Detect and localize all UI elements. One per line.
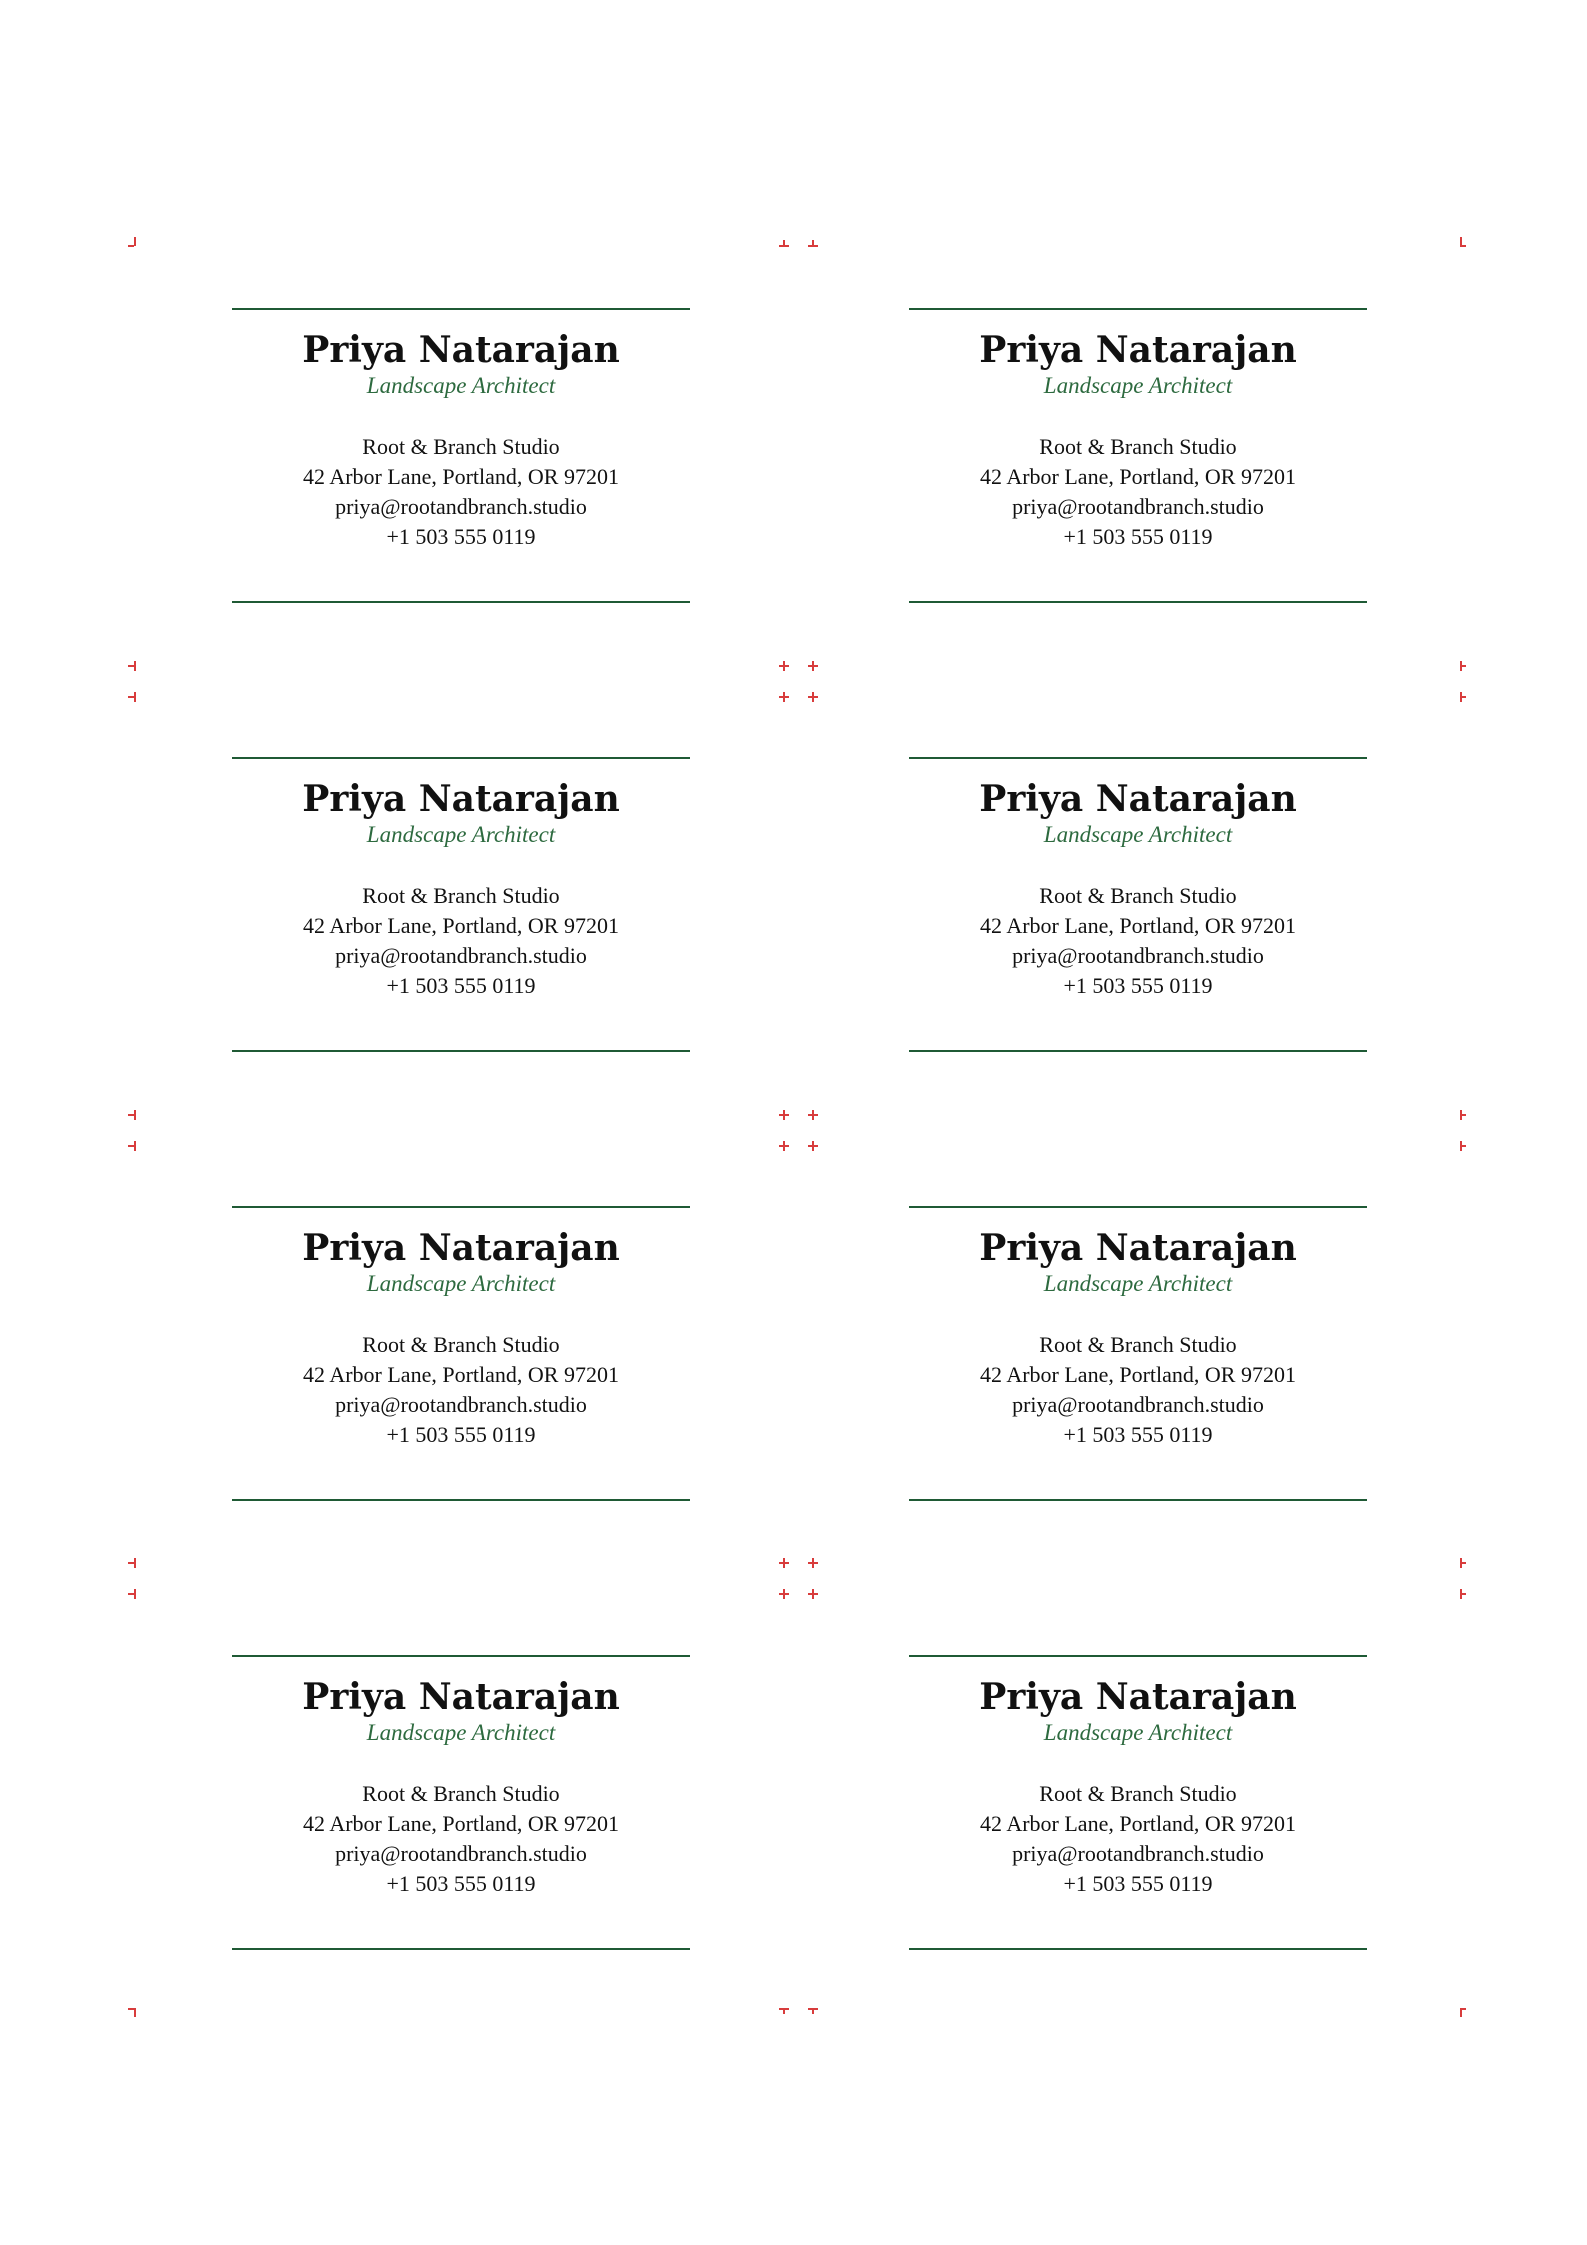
crop-mark bbox=[808, 237, 818, 247]
crop-mark bbox=[808, 692, 818, 702]
card-email: priya@rootandbranch.studio bbox=[335, 494, 587, 519]
card-address: 42 Arbor Lane, Portland, OR 97201 bbox=[980, 1362, 1296, 1387]
crop-mark bbox=[779, 2007, 789, 2017]
card-phone: +1 503 555 0119 bbox=[386, 1422, 536, 1447]
crop-mark bbox=[1456, 661, 1466, 671]
card-name: Priya Natarajan bbox=[302, 329, 620, 371]
card-company: Root & Branch Studio bbox=[362, 1781, 560, 1806]
card-email: priya@rootandbranch.studio bbox=[1012, 494, 1264, 519]
card-phone: +1 503 555 0119 bbox=[1063, 524, 1213, 549]
card-email: priya@rootandbranch.studio bbox=[335, 1392, 587, 1417]
card-title: Landscape Architect bbox=[1043, 1720, 1233, 1745]
crop-mark bbox=[779, 237, 789, 247]
crop-mark bbox=[779, 692, 789, 702]
card-name: Priya Natarajan bbox=[979, 778, 1297, 820]
card-company: Root & Branch Studio bbox=[362, 1332, 560, 1357]
card-title: Landscape Architect bbox=[1043, 822, 1233, 847]
card-details bbox=[232, 432, 690, 552]
card-title: Landscape Architect bbox=[366, 1271, 556, 1296]
crop-mark bbox=[128, 1589, 138, 1599]
crop-mark bbox=[1456, 1558, 1466, 1568]
crop-mark bbox=[779, 661, 789, 671]
card-email: priya@rootandbranch.studio bbox=[1012, 943, 1264, 968]
card-company: Root & Branch Studio bbox=[362, 434, 560, 459]
crop-mark bbox=[808, 661, 818, 671]
business-card bbox=[232, 757, 690, 1052]
card-name: Priya Natarajan bbox=[979, 1227, 1297, 1269]
card-name: Priya Natarajan bbox=[979, 329, 1297, 371]
card-details bbox=[909, 881, 1367, 1001]
crop-mark bbox=[808, 1110, 818, 1120]
crop-mark bbox=[808, 1141, 818, 1151]
crop-mark bbox=[128, 1141, 138, 1151]
card-details bbox=[909, 1330, 1367, 1450]
card-phone: +1 503 555 0119 bbox=[1063, 1871, 1213, 1896]
crop-mark bbox=[1456, 1141, 1466, 1151]
crop-mark bbox=[1456, 1589, 1466, 1599]
crop-mark bbox=[808, 1589, 818, 1599]
card-title: Landscape Architect bbox=[366, 373, 556, 398]
card-details bbox=[232, 1779, 690, 1899]
card-name: Priya Natarajan bbox=[302, 778, 620, 820]
card-address: 42 Arbor Lane, Portland, OR 97201 bbox=[980, 464, 1296, 489]
card-details bbox=[909, 1779, 1367, 1899]
crop-mark bbox=[128, 237, 138, 247]
card-title: Landscape Architect bbox=[366, 822, 556, 847]
card-email: priya@rootandbranch.studio bbox=[1012, 1841, 1264, 1866]
card-details bbox=[232, 881, 690, 1001]
business-card bbox=[232, 308, 690, 603]
crop-mark bbox=[128, 1558, 138, 1568]
card-phone: +1 503 555 0119 bbox=[386, 524, 536, 549]
card-company: Root & Branch Studio bbox=[1039, 883, 1237, 908]
card-name: Priya Natarajan bbox=[979, 1676, 1297, 1718]
crop-mark bbox=[128, 2007, 138, 2017]
card-title: Landscape Architect bbox=[1043, 1271, 1233, 1296]
business-card bbox=[232, 1655, 690, 1950]
card-details bbox=[909, 432, 1367, 552]
card-phone: +1 503 555 0119 bbox=[1063, 1422, 1213, 1447]
crop-mark bbox=[1456, 692, 1466, 702]
card-phone: +1 503 555 0119 bbox=[386, 1871, 536, 1896]
card-company: Root & Branch Studio bbox=[362, 883, 560, 908]
crop-mark bbox=[1456, 2007, 1466, 2017]
crop-mark bbox=[128, 661, 138, 671]
card-company: Root & Branch Studio bbox=[1039, 434, 1237, 459]
card-email: priya@rootandbranch.studio bbox=[335, 1841, 587, 1866]
card-address: 42 Arbor Lane, Portland, OR 97201 bbox=[303, 913, 619, 938]
card-phone: +1 503 555 0119 bbox=[1063, 973, 1213, 998]
crop-mark bbox=[779, 1110, 789, 1120]
business-card bbox=[909, 1655, 1367, 1950]
card-title: Landscape Architect bbox=[1043, 373, 1233, 398]
card-company: Root & Branch Studio bbox=[1039, 1781, 1237, 1806]
crop-mark bbox=[1456, 1110, 1466, 1120]
business-card bbox=[909, 308, 1367, 603]
card-phone: +1 503 555 0119 bbox=[386, 973, 536, 998]
card-address: 42 Arbor Lane, Portland, OR 97201 bbox=[980, 913, 1296, 938]
card-email: priya@rootandbranch.studio bbox=[1012, 1392, 1264, 1417]
crop-mark bbox=[779, 1589, 789, 1599]
business-card bbox=[909, 1206, 1367, 1501]
card-address: 42 Arbor Lane, Portland, OR 97201 bbox=[303, 1811, 619, 1836]
crop-mark bbox=[128, 1110, 138, 1120]
card-address: 42 Arbor Lane, Portland, OR 97201 bbox=[980, 1811, 1296, 1836]
crop-mark bbox=[779, 1141, 789, 1151]
card-address: 42 Arbor Lane, Portland, OR 97201 bbox=[303, 464, 619, 489]
card-details bbox=[232, 1330, 690, 1450]
crop-mark bbox=[1456, 237, 1466, 247]
card-title: Landscape Architect bbox=[366, 1720, 556, 1745]
card-address: 42 Arbor Lane, Portland, OR 97201 bbox=[303, 1362, 619, 1387]
crop-mark bbox=[808, 2007, 818, 2017]
card-company: Root & Branch Studio bbox=[1039, 1332, 1237, 1357]
crop-mark bbox=[128, 692, 138, 702]
crop-mark bbox=[779, 1558, 789, 1568]
card-name: Priya Natarajan bbox=[302, 1676, 620, 1718]
crop-mark bbox=[808, 1558, 818, 1568]
business-card bbox=[232, 1206, 690, 1501]
card-email: priya@rootandbranch.studio bbox=[335, 943, 587, 968]
business-card bbox=[909, 757, 1367, 1052]
card-name: Priya Natarajan bbox=[302, 1227, 620, 1269]
